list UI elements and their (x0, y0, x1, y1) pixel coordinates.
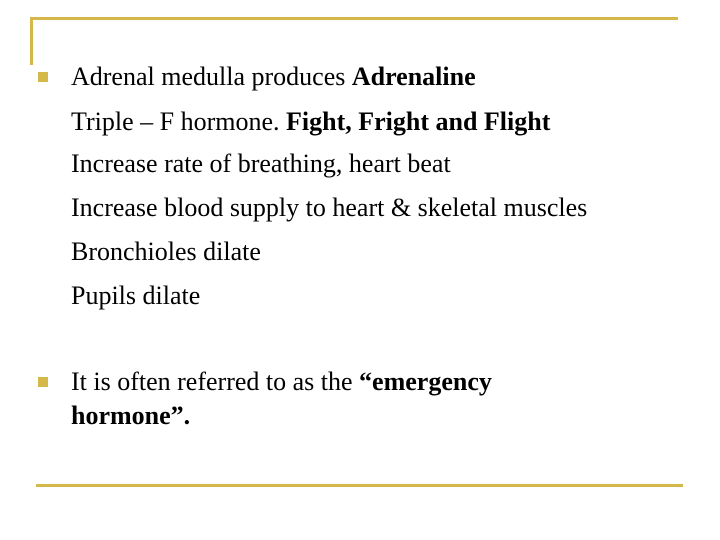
bullet-1-line-3: Increase rate of breathing, heart beat (71, 149, 451, 178)
bullet-1-line-5: Bronchioles dilate (71, 237, 261, 266)
bullet-1-line-2-bold: Fight, Fright and Flight (286, 107, 551, 136)
bullet-marker-2 (38, 377, 48, 387)
frame-top-line (30, 17, 678, 20)
bullet-1-line-1-text: Adrenal medulla produces (71, 62, 352, 91)
bullet-1-line-1-bold: Adrenaline (351, 62, 476, 91)
bullet-marker-1 (38, 72, 48, 82)
bullet-1-line-2-text: Triple – F hormone. (71, 107, 286, 136)
bullet-1-line-6: Pupils dilate (71, 281, 201, 310)
frame-bottom-line (36, 484, 683, 487)
bullet-2-line-1-text: It is often referred to as the (71, 367, 360, 396)
bullet-1-line-1 (71, 61, 476, 93)
bullet-1-line-2 (71, 106, 550, 138)
bullet-2-line-2: hormone”. (71, 401, 191, 430)
bullet-2-line-1-bold: “emergency (359, 367, 492, 396)
frame-left-line (30, 17, 33, 65)
bullet-1-line-4: Increase blood supply to heart & skeletal muscles (71, 193, 588, 222)
bullet-2-line-1 (71, 366, 492, 398)
